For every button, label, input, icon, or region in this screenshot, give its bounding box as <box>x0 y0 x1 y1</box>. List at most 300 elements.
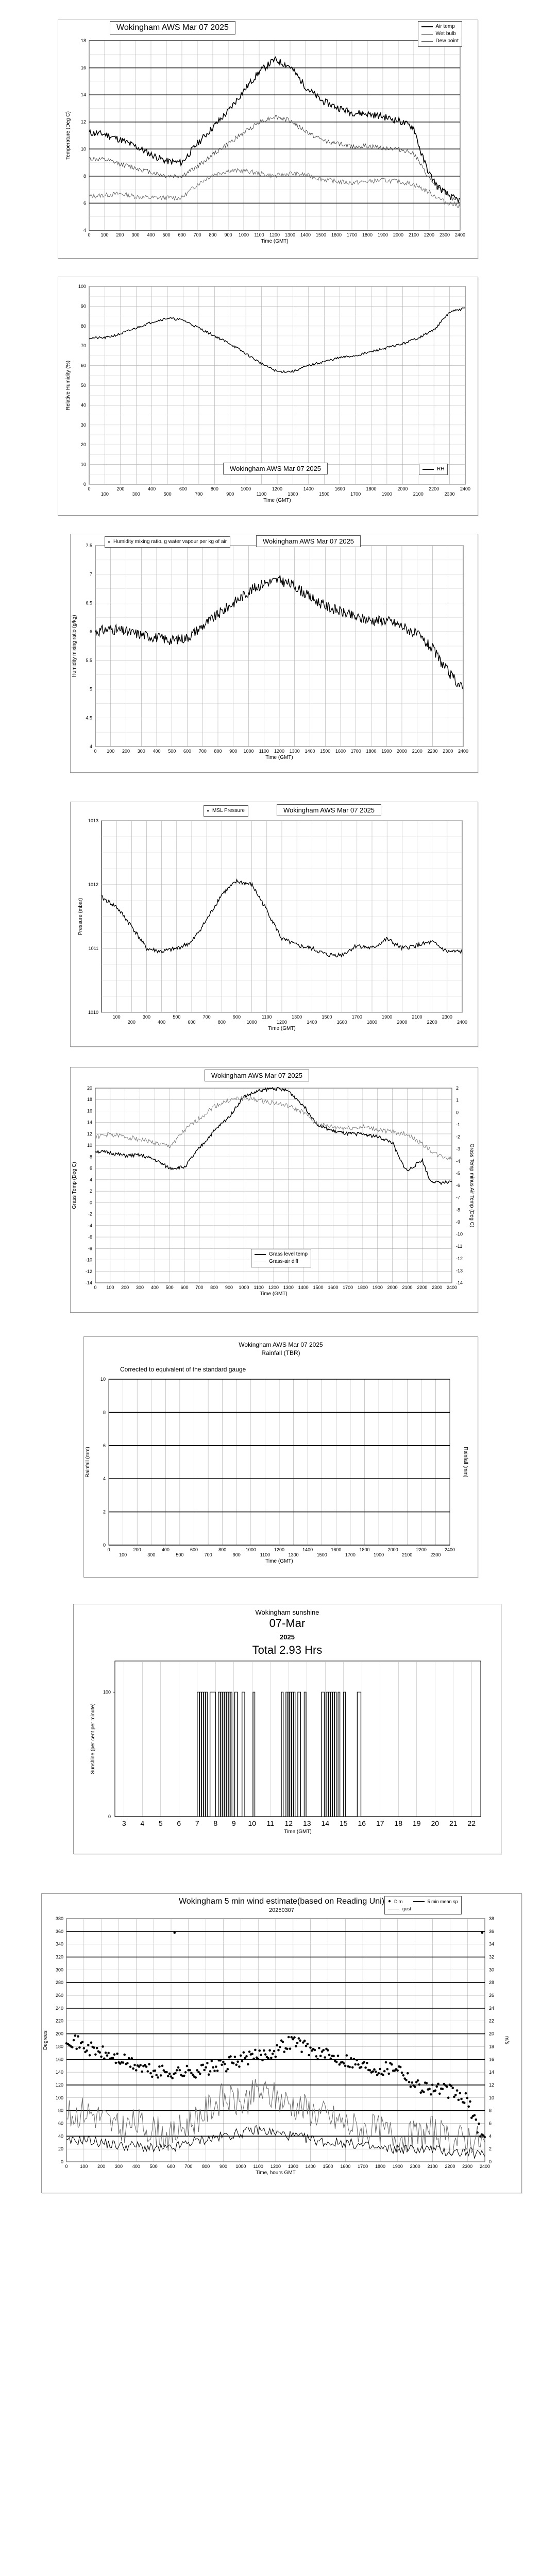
wind-direction-point <box>165 2071 168 2074</box>
wind-chart <box>42 1894 521 2193</box>
x-tick-label: 500 <box>173 1014 181 1020</box>
x-tick-label: 200 <box>133 1547 141 1552</box>
x-axis-label: Time, hours GMT <box>256 2170 296 2176</box>
x-tick-label: 0 <box>88 232 91 238</box>
x-tick-label: 16 <box>358 1819 366 1827</box>
y-tick-label: 60 <box>58 2121 63 2126</box>
y-tick-label: -12 <box>85 1268 92 1274</box>
wind-direction-point <box>369 2069 371 2072</box>
x-tick-label: 1800 <box>359 1547 370 1552</box>
x-tick-label: 100 <box>107 749 115 754</box>
wind-direction-point <box>419 2091 422 2094</box>
y-tick-label: 4 <box>89 744 92 749</box>
sunshine-year: 2025 <box>280 1633 295 1641</box>
wind-direction-point <box>154 2070 157 2072</box>
x-tick-label: 1900 <box>374 1552 384 1557</box>
y-tick-label: -14 <box>85 1280 92 1285</box>
x-tick-label: 1700 <box>350 749 361 754</box>
wind-direction-point <box>244 2057 246 2060</box>
x-tick-label: 2200 <box>416 1547 427 1552</box>
y2-tick-label: 32 <box>489 1954 495 1960</box>
wind-direction-point <box>309 2046 312 2049</box>
x-tick-label: 2300 <box>443 749 453 754</box>
y-axis-label: Rainfall (mm) <box>85 1447 91 1478</box>
x-tick-label: 400 <box>150 1285 159 1290</box>
x-tick-label: 6 <box>177 1819 181 1827</box>
wind-direction-point <box>100 2056 103 2058</box>
wind-direction-point <box>173 1931 176 1934</box>
x-tick-label: 1800 <box>366 486 377 492</box>
wind-direction-point <box>75 2048 78 2050</box>
wind-direction-point <box>183 2075 185 2077</box>
wind-direction-point <box>202 2064 205 2066</box>
wind-direction-point <box>314 2049 316 2052</box>
wind-direction-point <box>356 2059 358 2062</box>
sunshine-chart-title: Wokingham sunshine <box>255 1608 319 1616</box>
wind-direction-point <box>261 2059 264 2062</box>
x-tick-label: 400 <box>148 486 156 492</box>
wind-direction-point <box>286 2048 289 2050</box>
x-tick-label: 1500 <box>322 1014 332 1020</box>
x-tick-label: 2300 <box>444 492 455 497</box>
y-tick-label: 7.5 <box>86 543 92 548</box>
wind-direction-point <box>186 2065 189 2067</box>
y-tick-label: 340 <box>55 1941 63 1947</box>
y-tick-label: -6 <box>88 1234 92 1240</box>
grass-chart <box>71 1067 478 1312</box>
x-tick-label: 1500 <box>316 1552 327 1557</box>
x-tick-label: 300 <box>137 749 145 754</box>
wind-direction-point <box>324 2056 326 2059</box>
wind-direction-point <box>458 2099 460 2102</box>
x-axis-label: Time (GMT) <box>261 239 289 244</box>
wind-direction-point <box>300 2050 303 2053</box>
x-tick-label: 1400 <box>302 1547 313 1552</box>
wind-direction-point <box>410 2086 412 2088</box>
wind-direction-point <box>229 2055 232 2058</box>
x-tick-label: 500 <box>163 492 172 497</box>
y-tick-label: 220 <box>55 2018 63 2024</box>
y-tick-label: 380 <box>55 1916 63 1921</box>
x-tick-label: 1500 <box>320 749 331 754</box>
y-tick-label: 10 <box>100 1377 106 1382</box>
x-tick-label: 700 <box>202 1014 211 1020</box>
x-tick-label: 0 <box>88 486 91 492</box>
y2-tick-label: -2 <box>456 1134 461 1140</box>
x-tick-label: 1100 <box>256 492 267 497</box>
wind-direction-point <box>373 2068 376 2071</box>
x-tick-label: 2100 <box>402 1552 413 1557</box>
x-tick-label: 20 <box>431 1819 439 1827</box>
wind-direction-point <box>327 2049 329 2052</box>
x-tick-label: 800 <box>214 749 222 754</box>
x-tick-label: 2100 <box>427 2164 438 2169</box>
legend-entry-air-temp: Air temp <box>421 23 459 30</box>
x-tick-label: 1200 <box>274 1547 285 1552</box>
wind-direction-point <box>351 2066 354 2069</box>
x-tick-label: 17 <box>376 1819 384 1827</box>
x-tick-label: 700 <box>204 1552 212 1557</box>
y2-tick-label: 34 <box>489 1941 495 1947</box>
x-tick-label: 0 <box>65 2164 68 2169</box>
wind-direction-point <box>126 2062 129 2064</box>
wind-direction-point <box>71 2046 74 2048</box>
y-tick-label: -8 <box>88 1246 92 1251</box>
x-tick-label: 1600 <box>328 1285 339 1290</box>
wind-direction-point <box>135 2069 138 2072</box>
y2-axis-label: Rainfall (mm) <box>463 1447 468 1478</box>
x-tick-label: 600 <box>167 2164 175 2169</box>
wind-direction-point <box>430 2093 432 2096</box>
wind-direction-point <box>407 2072 409 2075</box>
wind-direction-point <box>216 2070 219 2072</box>
x-tick-label: 200 <box>116 232 124 238</box>
wind-direction-point <box>212 2066 214 2069</box>
wind-direction-point <box>195 2076 197 2079</box>
wind-direction-point <box>89 2054 91 2057</box>
x-tick-label: 1600 <box>334 486 345 492</box>
wind-direction-point <box>116 2053 119 2055</box>
wind-direction-point <box>232 2062 235 2064</box>
x-tick-label: 1100 <box>260 1552 270 1557</box>
x-tick-label: 4 <box>140 1819 145 1827</box>
x-tick-label: 2400 <box>479 2164 491 2169</box>
y-tick-label: 2 <box>103 1509 106 1515</box>
wind-direction-point <box>243 2051 245 2054</box>
x-tick-label: 1000 <box>238 232 249 238</box>
x-tick-label: 1400 <box>305 2164 316 2169</box>
wind-direction-point <box>77 2035 79 2038</box>
wind-direction-point <box>259 2049 261 2052</box>
wind-direction-point <box>308 2054 310 2057</box>
wind-direction-point <box>422 2091 425 2094</box>
x-tick-label: 200 <box>127 1020 136 1025</box>
y-tick-label: 20 <box>87 1086 92 1091</box>
wind-direction-point <box>277 2049 280 2052</box>
x-tick-label: 9 <box>231 1819 236 1827</box>
wind-direction-point <box>332 2055 335 2058</box>
x-tick-label: 2200 <box>429 486 439 492</box>
pressure-chart <box>71 802 478 1046</box>
x-axis-label: Time (GMT) <box>260 1291 288 1297</box>
x-tick-label: 300 <box>132 492 140 497</box>
x-tick-label: 1000 <box>243 749 254 754</box>
y2-tick-label: 26 <box>489 1993 495 1998</box>
wind-direction-point <box>467 2106 470 2108</box>
wind-direction-point <box>343 2062 345 2065</box>
y2-tick-label: 16 <box>489 2057 495 2062</box>
wind-direction-point <box>161 2064 164 2067</box>
x-tick-label: 1700 <box>350 492 361 497</box>
wind-direction-point <box>399 2066 402 2069</box>
wind-direction-point <box>81 2041 84 2043</box>
y-tick-label: -10 <box>85 1257 92 1263</box>
wind-direction-point <box>330 2057 332 2060</box>
x-tick-label: 2300 <box>439 232 450 238</box>
wind-direction-point <box>222 2061 225 2063</box>
y-tick-label: 120 <box>55 2082 63 2088</box>
y-tick-label: 1010 <box>88 1010 98 1015</box>
wind-direction-point <box>447 2096 450 2099</box>
x-tick-label: 500 <box>168 749 176 754</box>
wind-direction-point <box>238 2065 241 2068</box>
wind-direction-point <box>465 2092 467 2095</box>
x-tick-label: 2400 <box>458 749 469 754</box>
x-tick-label: 1400 <box>305 749 315 754</box>
wind-direction-point <box>155 2074 158 2077</box>
x-tick-label: 1400 <box>307 1020 317 1025</box>
wind-direction-point <box>348 2066 351 2069</box>
x-tick-label: 18 <box>394 1819 403 1827</box>
wind-direction-point <box>279 2046 281 2048</box>
wind-direction-point <box>264 2053 267 2056</box>
x-tick-label: 2000 <box>387 1547 398 1552</box>
y-tick-label: 60 <box>80 363 86 368</box>
wind-direction-point <box>179 2069 181 2072</box>
y2-tick-label: -6 <box>456 1183 461 1188</box>
x-tick-label: 19 <box>412 1819 421 1827</box>
wind-direction-point <box>268 2049 271 2052</box>
legend-entry-msl: MSL Pressure <box>207 807 245 815</box>
wind-direction-point <box>408 2081 411 2083</box>
legend-entry-wet-bulb: Wet bulb <box>421 30 459 38</box>
x-tick-label: 900 <box>219 2164 228 2169</box>
y-axis-label: Degrees <box>43 2030 48 2050</box>
y-tick-label: 16 <box>87 1108 92 1114</box>
x-tick-label: 0 <box>94 1285 97 1290</box>
y-tick-label: 10 <box>80 146 86 152</box>
x-tick-label: 1600 <box>336 1020 347 1025</box>
wind-direction-point <box>469 2100 471 2103</box>
x-tick-label: 2200 <box>417 1285 428 1290</box>
x-tick-label: 800 <box>210 486 218 492</box>
wind-direction-point <box>315 2055 318 2058</box>
wind-direction-point <box>86 2049 88 2052</box>
y-tick-label: 4 <box>103 1476 106 1482</box>
x-tick-label: 700 <box>195 1285 204 1290</box>
wind-direction-point <box>192 2074 194 2076</box>
x-tick-label: 1300 <box>284 232 296 238</box>
x-tick-label: 1000 <box>241 486 251 492</box>
wind-direction-point <box>479 2135 482 2138</box>
y-tick-label: -4 <box>88 1223 92 1228</box>
y-tick-label: 40 <box>80 402 86 408</box>
wind-direction-point <box>132 2067 134 2070</box>
wind-direction-point <box>363 2061 366 2064</box>
y-tick-label: 90 <box>80 303 86 309</box>
y2-tick-label: -8 <box>456 1207 461 1213</box>
wind-direction-point <box>307 2043 309 2045</box>
wind-direction-point <box>263 2049 265 2052</box>
x-tick-label: 1500 <box>323 2164 333 2169</box>
wind-direction-point <box>206 2062 209 2064</box>
x-tick-label: 1100 <box>253 2164 263 2169</box>
wind-direction-point <box>102 2045 104 2048</box>
y-tick-label: 10 <box>87 1143 92 1148</box>
y2-tick-label: 36 <box>489 1928 495 1934</box>
wind-direction-point <box>459 2092 462 2095</box>
y-tick-label: 16 <box>80 65 86 71</box>
wind-direction-point <box>167 2075 170 2078</box>
wind-direction-point <box>463 2102 466 2104</box>
x-tick-label: 200 <box>116 486 125 492</box>
x-tick-label: 400 <box>158 1020 166 1025</box>
temperature-chart <box>58 20 478 258</box>
wind-direction-point <box>466 2097 469 2099</box>
wind-direction-point <box>335 2061 338 2063</box>
wind-direction-point <box>401 2072 403 2074</box>
x-axis-label: Time (GMT) <box>265 755 293 760</box>
wind-direction-point <box>379 2068 382 2071</box>
wind-direction-point <box>139 2064 142 2066</box>
x-axis-label: Time (GMT) <box>284 1829 312 1835</box>
x-tick-label: 2100 <box>413 492 424 497</box>
wind-direction-point <box>147 2070 149 2073</box>
wind-direction-point <box>105 2052 107 2054</box>
x-tick-label: 100 <box>112 1014 121 1020</box>
x-tick-label: 2300 <box>462 2164 473 2169</box>
wind-direction-point <box>353 2058 356 2060</box>
x-tick-label: 2100 <box>402 1285 413 1290</box>
y-tick-label: 100 <box>78 284 86 289</box>
y2-tick-label: -1 <box>456 1122 461 1127</box>
wind-direction-point <box>387 2073 390 2075</box>
x-tick-label: 2000 <box>387 1285 398 1290</box>
x-tick-label: 1800 <box>357 1285 368 1290</box>
y2-tick-label: 18 <box>489 2044 495 2049</box>
wind-direction-point <box>291 2036 293 2039</box>
y-tick-label: 0 <box>89 1200 92 1206</box>
wind-direction-point <box>350 2057 352 2060</box>
y-tick-label: 50 <box>80 383 86 388</box>
y-tick-label: 10 <box>80 462 86 467</box>
x-tick-label: 100 <box>100 232 109 238</box>
x-axis-label: Time (GMT) <box>268 1026 296 1031</box>
wind-direction-point <box>446 2086 448 2088</box>
x-tick-label: 200 <box>97 2164 106 2169</box>
wind-direction-point <box>396 2070 399 2072</box>
wind-direction-point <box>251 2053 253 2055</box>
wind-direction-point <box>275 2056 277 2058</box>
wind-direction-point <box>383 2070 386 2073</box>
x-tick-label: 8 <box>213 1819 218 1827</box>
wind-direction-point <box>215 2065 217 2068</box>
y2-tick-label: 0 <box>456 1110 459 1115</box>
y2-tick-label: -3 <box>456 1146 461 1152</box>
wind-direction-point <box>236 2060 239 2063</box>
wind-direction-point <box>211 2060 213 2062</box>
x-tick-label: 1100 <box>254 232 264 238</box>
mixing-ratio-legend <box>105 536 230 548</box>
wind-direction-point <box>283 2050 285 2053</box>
wind-direction-point <box>344 2065 347 2067</box>
humidity-chart-panel <box>58 277 478 516</box>
x-tick-label: 2000 <box>397 486 408 492</box>
x-tick-label: 7 <box>195 1819 199 1827</box>
pressure-chart-title: Wokingham AWS Mar 07 2025 <box>277 804 381 816</box>
wind-direction-point <box>213 2070 216 2072</box>
x-tick-label: 1300 <box>288 1552 299 1557</box>
y-tick-label: 30 <box>80 422 86 428</box>
wind-direction-point <box>346 2054 348 2057</box>
y-tick-label: 6 <box>89 629 92 635</box>
x-tick-label: 1200 <box>274 749 285 754</box>
wind-direction-point <box>227 2068 229 2071</box>
y-tick-label: 160 <box>55 2057 63 2062</box>
x-tick-label: 400 <box>161 1547 170 1552</box>
x-tick-label: 3 <box>122 1819 126 1827</box>
x-tick-label: 500 <box>162 232 171 238</box>
wind-direction-point <box>456 2089 459 2092</box>
wind-direction-point <box>354 2063 357 2066</box>
y2-tick-label: 22 <box>489 2018 495 2024</box>
x-tick-label: 1700 <box>351 1014 362 1020</box>
y2-tick-label: -14 <box>456 1280 463 1285</box>
y-tick-label: 4.5 <box>86 715 92 721</box>
y-tick-label: 4 <box>83 228 86 233</box>
y-tick-label: 1012 <box>88 882 98 887</box>
wind-direction-point <box>460 2098 463 2100</box>
y-tick-label: 8 <box>89 1154 92 1160</box>
x-tick-label: 800 <box>218 1547 227 1552</box>
x-tick-label: 1700 <box>345 1552 356 1557</box>
wind-direction-point <box>184 2071 187 2074</box>
x-tick-label: 300 <box>114 2164 123 2169</box>
x-axis-label: Time (GMT) <box>265 1558 293 1564</box>
wind-direction-point <box>293 2036 296 2039</box>
x-tick-label: 900 <box>232 1552 241 1557</box>
wind-direction-point <box>298 2037 300 2040</box>
wind-direction-point <box>133 2064 136 2066</box>
y2-tick-label: 28 <box>489 1980 495 1986</box>
wind-direction-point <box>189 2069 191 2072</box>
rainfall-chart-title: Wokingham AWS Mar 07 2025 <box>239 1341 323 1348</box>
x-tick-label: 800 <box>209 232 217 238</box>
x-tick-label: 1000 <box>239 1285 249 1290</box>
x-tick-label: 600 <box>180 1285 189 1290</box>
humidity-chart-title: Wokingham AWS Mar 07 2025 <box>223 463 328 474</box>
y-tick-label: 20 <box>80 442 86 448</box>
y2-tick-label: -13 <box>456 1268 463 1274</box>
y-tick-label: 0 <box>60 2159 63 2164</box>
x-tick-label: 1600 <box>331 232 342 238</box>
wind-direction-point <box>295 2045 297 2047</box>
x-tick-label: 200 <box>122 749 130 754</box>
wind-direction-point <box>151 2076 154 2078</box>
wind-direction-point <box>208 2073 210 2076</box>
x-tick-label: 1100 <box>262 1014 272 1020</box>
y2-tick-label: -4 <box>456 1158 461 1164</box>
wind-direction-point <box>414 2086 416 2088</box>
y-tick-label: 280 <box>55 1980 63 1986</box>
x-tick-label: 300 <box>131 232 140 238</box>
x-tick-label: 1200 <box>276 1020 288 1025</box>
wind-direction-point <box>371 2071 374 2073</box>
wind-direction-point <box>245 2055 248 2058</box>
wind-direction-point <box>174 2072 177 2075</box>
wind-direction-point <box>339 2063 341 2066</box>
legend-entry-grass-temp: Grass level temp <box>255 1251 308 1258</box>
x-tick-label: 600 <box>190 1547 198 1552</box>
wind-direction-point <box>272 2053 274 2055</box>
wind-direction-point <box>417 2079 419 2082</box>
wind-direction-point <box>316 2058 319 2060</box>
wind-direction-point <box>241 2060 244 2063</box>
wind-direction-point <box>267 2057 269 2060</box>
x-tick-label: 1600 <box>331 1547 342 1552</box>
y2-tick-label: 0 <box>489 2159 492 2164</box>
y-tick-label: 2 <box>89 1189 92 1194</box>
